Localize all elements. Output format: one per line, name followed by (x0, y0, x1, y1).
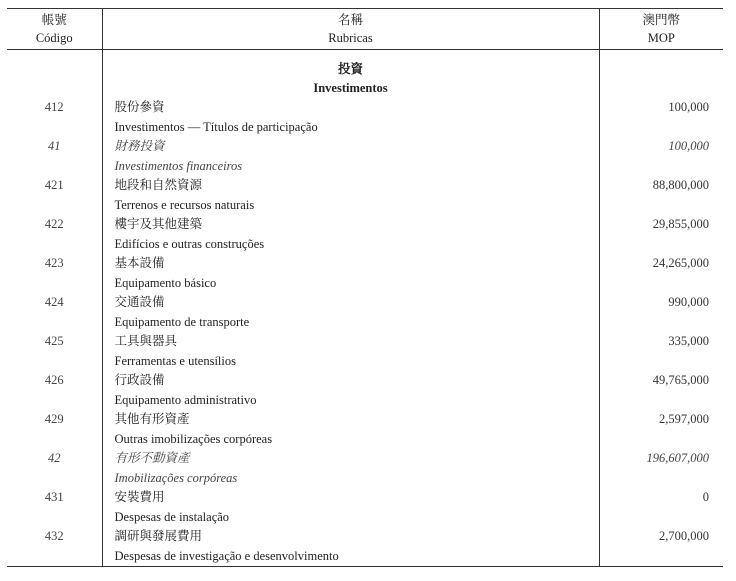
account-name-zh: 有形不動資產 (102, 449, 599, 469)
table-row (7, 488, 723, 508)
table-row (7, 235, 723, 255)
table-header (7, 9, 723, 50)
table-row (7, 196, 723, 216)
account-name-zh: 其他有形資產 (102, 410, 599, 430)
account-amount: 196,607,000 (599, 449, 723, 469)
table-row (7, 254, 723, 274)
table-row (7, 547, 723, 567)
account-amount: 2,700,000 (599, 527, 723, 547)
account-code: 432 (44, 529, 64, 543)
header-currency (599, 9, 723, 50)
account-name-zh: 樓宇及其他建築 (102, 215, 599, 235)
account-code: 429 (44, 412, 64, 426)
table-row (7, 293, 723, 313)
header-name-pt: Rubricas (328, 31, 373, 45)
account-amount: 24,265,000 (599, 254, 723, 274)
account-name-pt: Equipamento administrativo (102, 391, 599, 411)
account-name-zh: 地段和自然資源 (102, 176, 599, 196)
account-name-zh: 交通設備 (102, 293, 599, 313)
header-name (102, 9, 599, 50)
account-name-zh: 工具與器具 (102, 332, 599, 352)
table-row (7, 137, 723, 157)
account-name-pt: Terrenos e recursos naturais (102, 196, 599, 216)
header-currency-zh: 澳門幣 (642, 13, 680, 27)
account-name-pt: Despesas de instalação (102, 508, 599, 528)
section-title-zh: 投資 (102, 60, 599, 79)
header-name-zh: 名稱 (337, 13, 363, 27)
header-currency-pt: MOP (647, 31, 675, 45)
table-body (7, 50, 723, 567)
table-row (7, 332, 723, 352)
account-name-pt: Investimentos — Títulos de participação (102, 118, 599, 138)
header-code-zh: 帳號 (41, 13, 67, 27)
header-code (7, 9, 102, 50)
table-row (7, 352, 723, 372)
account-name-pt: Outras imobilizações corpóreas (102, 430, 599, 450)
account-name-zh: 股份參資 (102, 98, 599, 118)
account-code: 42 (48, 451, 61, 465)
account-name-zh: 基本設備 (102, 254, 599, 274)
table-row (7, 157, 723, 177)
account-code: 41 (48, 139, 61, 153)
table-row (7, 508, 723, 528)
account-amount: 335,000 (599, 332, 723, 352)
account-name-pt: Edifícios e outras construções (102, 235, 599, 255)
account-code: 426 (44, 373, 64, 387)
table-row (7, 410, 723, 430)
account-code: 422 (44, 217, 64, 231)
account-name-pt: Equipamento básico (102, 274, 599, 294)
table-row (7, 98, 723, 118)
table-row (7, 274, 723, 294)
account-amount: 100,000 (599, 98, 723, 118)
account-name-zh: 安裝費用 (102, 488, 599, 508)
account-amount: 2,597,000 (599, 410, 723, 430)
table-row (7, 313, 723, 333)
account-code: 431 (44, 490, 64, 504)
table-row (7, 215, 723, 235)
account-name-pt: Ferramentas e utensílios (102, 352, 599, 372)
account-amount: 29,855,000 (599, 215, 723, 235)
account-name-zh: 調研與發展費用 (102, 527, 599, 547)
account-code: 425 (44, 334, 64, 348)
account-code: 423 (44, 256, 64, 270)
table-row (7, 118, 723, 138)
table-row (7, 391, 723, 411)
account-amount: 990,000 (599, 293, 723, 313)
account-amount: 0 (599, 488, 723, 508)
account-code: 424 (44, 295, 64, 309)
table-row (7, 527, 723, 547)
account-amount: 100,000 (599, 137, 723, 157)
table-row (7, 176, 723, 196)
account-name-zh: 財務投資 (102, 137, 599, 157)
table-row (7, 449, 723, 469)
account-name-pt: Despesas de investigação e desenvolvimento (102, 547, 599, 567)
account-code: 412 (44, 100, 64, 114)
section-title-pt: Investimentos (102, 79, 599, 98)
table-row (7, 430, 723, 450)
table-row (7, 371, 723, 391)
account-name-zh: 行政設備 (102, 371, 599, 391)
account-amount: 88,800,000 (599, 176, 723, 196)
account-name-pt: Imobilizações corpóreas (102, 469, 599, 489)
budget-table (7, 8, 723, 567)
account-code: 421 (44, 178, 64, 192)
table-row (7, 469, 723, 489)
account-name-pt: Investimentos financeiros (102, 157, 599, 177)
account-name-pt: Equipamento de transporte (102, 313, 599, 333)
header-code-pt: Código (35, 31, 73, 45)
account-amount: 49,765,000 (599, 371, 723, 391)
